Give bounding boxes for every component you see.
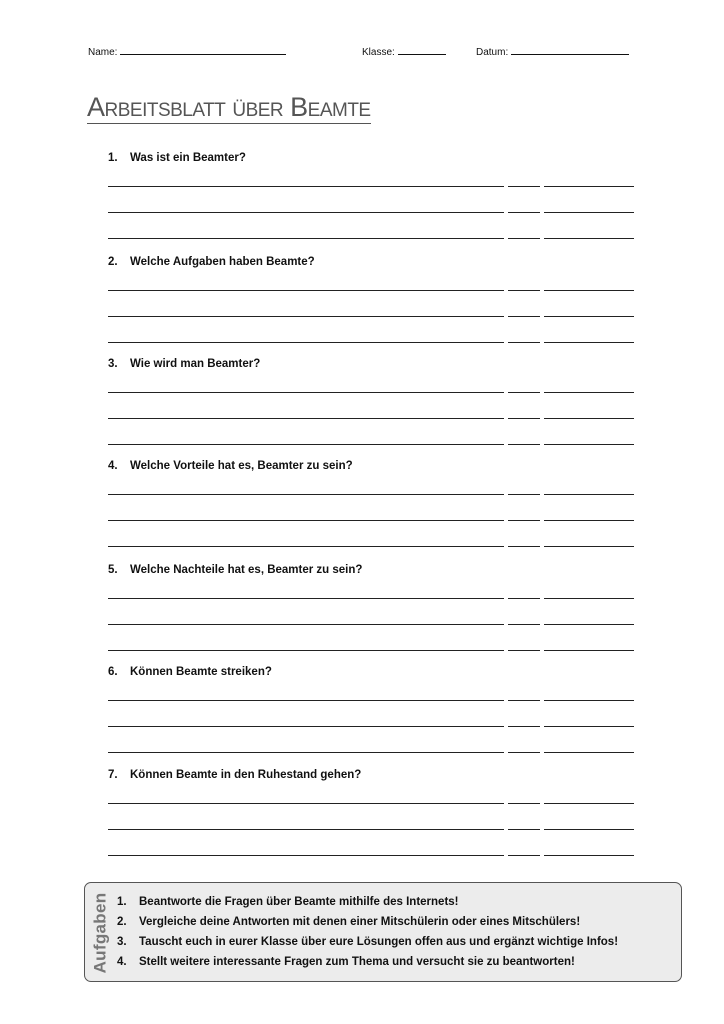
task-number: 3. bbox=[117, 936, 127, 948]
question-1 bbox=[108, 150, 636, 166]
question-text bbox=[108, 458, 636, 474]
question-label: Was ist ein Beamter? bbox=[130, 152, 246, 164]
datum-blank-line[interactable] bbox=[511, 45, 629, 55]
question-4 bbox=[108, 458, 636, 474]
question-text bbox=[108, 150, 636, 166]
klasse-field[interactable] bbox=[362, 45, 446, 58]
answer-line[interactable] bbox=[108, 546, 504, 547]
answer-line[interactable] bbox=[108, 520, 504, 521]
answer-line[interactable] bbox=[544, 829, 634, 830]
datum-label: Datum: bbox=[476, 47, 509, 58]
answer-line[interactable] bbox=[508, 290, 540, 291]
answer-line[interactable] bbox=[108, 418, 504, 419]
tasks-list bbox=[117, 892, 618, 972]
klasse-blank-line[interactable] bbox=[398, 45, 446, 55]
answer-line[interactable] bbox=[108, 855, 504, 856]
question-3 bbox=[108, 356, 636, 372]
answer-line[interactable] bbox=[508, 726, 540, 727]
question-number: 3. bbox=[108, 358, 118, 370]
answer-line[interactable] bbox=[508, 212, 540, 213]
answer-line[interactable] bbox=[108, 598, 504, 599]
question-number: 7. bbox=[108, 769, 118, 781]
task-number: 4. bbox=[117, 956, 127, 968]
answer-line[interactable] bbox=[544, 392, 634, 393]
answer-line[interactable] bbox=[508, 650, 540, 651]
question-label: Wie wird man Beamter? bbox=[130, 358, 261, 370]
answer-line[interactable] bbox=[544, 546, 634, 547]
tasks-side-label: Aufgaben bbox=[90, 892, 110, 974]
answer-line[interactable] bbox=[508, 444, 540, 445]
answer-line[interactable] bbox=[108, 829, 504, 830]
answer-line[interactable] bbox=[108, 803, 504, 804]
answer-line[interactable] bbox=[544, 624, 634, 625]
question-6 bbox=[108, 664, 636, 680]
answer-line[interactable] bbox=[508, 316, 540, 317]
answer-line[interactable] bbox=[108, 752, 504, 753]
question-label: Welche Vorteile hat es, Beamter zu sein? bbox=[130, 460, 353, 472]
answer-line[interactable] bbox=[508, 803, 540, 804]
answer-line[interactable] bbox=[508, 418, 540, 419]
answer-line[interactable] bbox=[544, 316, 634, 317]
answer-line[interactable] bbox=[508, 392, 540, 393]
answer-line[interactable] bbox=[508, 186, 540, 187]
question-text bbox=[108, 254, 636, 270]
task-text: Stellt weitere interessante Fragen zum Thema und versucht sie zu beantworten! bbox=[139, 956, 575, 968]
answer-line[interactable] bbox=[108, 316, 504, 317]
answer-line[interactable] bbox=[544, 650, 634, 651]
question-label: Welche Nachteile hat es, Beamter zu sein? bbox=[130, 564, 363, 576]
answer-line[interactable] bbox=[544, 186, 634, 187]
task-text: Beantworte die Fragen über Beamte mithilfe des Internets! bbox=[139, 896, 459, 908]
worksheet-title: Arbeitsblatt über Beamte bbox=[87, 92, 371, 122]
task-text: Vergleiche deine Antworten mit denen einer Mitschülerin oder eines Mitschülers! bbox=[139, 916, 581, 928]
answer-line[interactable] bbox=[108, 186, 504, 187]
answer-line[interactable] bbox=[544, 700, 634, 701]
question-7 bbox=[108, 767, 636, 783]
answer-line[interactable] bbox=[544, 726, 634, 727]
question-label: Können Beamte in den Ruhestand gehen? bbox=[130, 769, 362, 781]
answer-line[interactable] bbox=[544, 212, 634, 213]
answer-line[interactable] bbox=[544, 494, 634, 495]
question-label: Welche Aufgaben haben Beamte? bbox=[130, 256, 315, 268]
task-item-2 bbox=[117, 912, 618, 932]
name-blank-line[interactable] bbox=[120, 45, 286, 55]
question-text bbox=[108, 356, 636, 372]
answer-line[interactable] bbox=[508, 855, 540, 856]
answer-line[interactable] bbox=[508, 700, 540, 701]
answer-line[interactable] bbox=[108, 726, 504, 727]
answer-line[interactable] bbox=[108, 290, 504, 291]
answer-line[interactable] bbox=[508, 546, 540, 547]
name-label: Name: bbox=[88, 47, 118, 58]
answer-line[interactable] bbox=[108, 238, 504, 239]
answer-line[interactable] bbox=[544, 803, 634, 804]
question-2 bbox=[108, 254, 636, 270]
answer-line[interactable] bbox=[544, 520, 634, 521]
answer-line[interactable] bbox=[108, 494, 504, 495]
answer-line[interactable] bbox=[508, 624, 540, 625]
answer-line[interactable] bbox=[508, 752, 540, 753]
question-5 bbox=[108, 562, 636, 578]
task-item-3 bbox=[117, 932, 618, 952]
task-item-4 bbox=[117, 952, 618, 972]
answer-line[interactable] bbox=[108, 444, 504, 445]
answer-line[interactable] bbox=[508, 829, 540, 830]
answer-line[interactable] bbox=[108, 392, 504, 393]
answer-line[interactable] bbox=[544, 598, 634, 599]
answer-line[interactable] bbox=[508, 520, 540, 521]
answer-line[interactable] bbox=[108, 624, 504, 625]
answer-line[interactable] bbox=[544, 418, 634, 419]
answer-line[interactable] bbox=[544, 342, 634, 343]
question-text bbox=[108, 562, 636, 578]
question-label: Können Beamte streiken? bbox=[130, 666, 272, 678]
answer-line[interactable] bbox=[508, 598, 540, 599]
answer-line[interactable] bbox=[508, 238, 540, 239]
answer-line[interactable] bbox=[508, 494, 540, 495]
answer-line[interactable] bbox=[544, 444, 634, 445]
klasse-label: Klasse: bbox=[362, 47, 395, 58]
answer-line[interactable] bbox=[508, 342, 540, 343]
task-number: 2. bbox=[117, 916, 127, 928]
question-number: 4. bbox=[108, 460, 118, 472]
question-number: 2. bbox=[108, 256, 118, 268]
answer-line[interactable] bbox=[108, 650, 504, 651]
tasks-box bbox=[84, 882, 682, 982]
question-text bbox=[108, 767, 636, 783]
task-number: 1. bbox=[117, 896, 127, 908]
task-item-1 bbox=[117, 892, 618, 912]
answer-line[interactable] bbox=[108, 700, 504, 701]
datum-field[interactable] bbox=[476, 45, 629, 58]
question-number: 6. bbox=[108, 666, 118, 678]
answer-line[interactable] bbox=[108, 342, 504, 343]
question-number: 1. bbox=[108, 152, 118, 164]
worksheet-header bbox=[88, 45, 643, 61]
task-text: Tauscht euch in eurer Klasse über eure Lösungen offen aus und ergänzt wichtige Infos! bbox=[139, 936, 619, 948]
answer-line[interactable] bbox=[544, 855, 634, 856]
question-number: 5. bbox=[108, 564, 118, 576]
question-text bbox=[108, 664, 636, 680]
answer-line[interactable] bbox=[544, 752, 634, 753]
answer-line[interactable] bbox=[544, 290, 634, 291]
answer-line[interactable] bbox=[544, 238, 634, 239]
answer-line[interactable] bbox=[108, 212, 504, 213]
name-field[interactable] bbox=[88, 45, 286, 58]
